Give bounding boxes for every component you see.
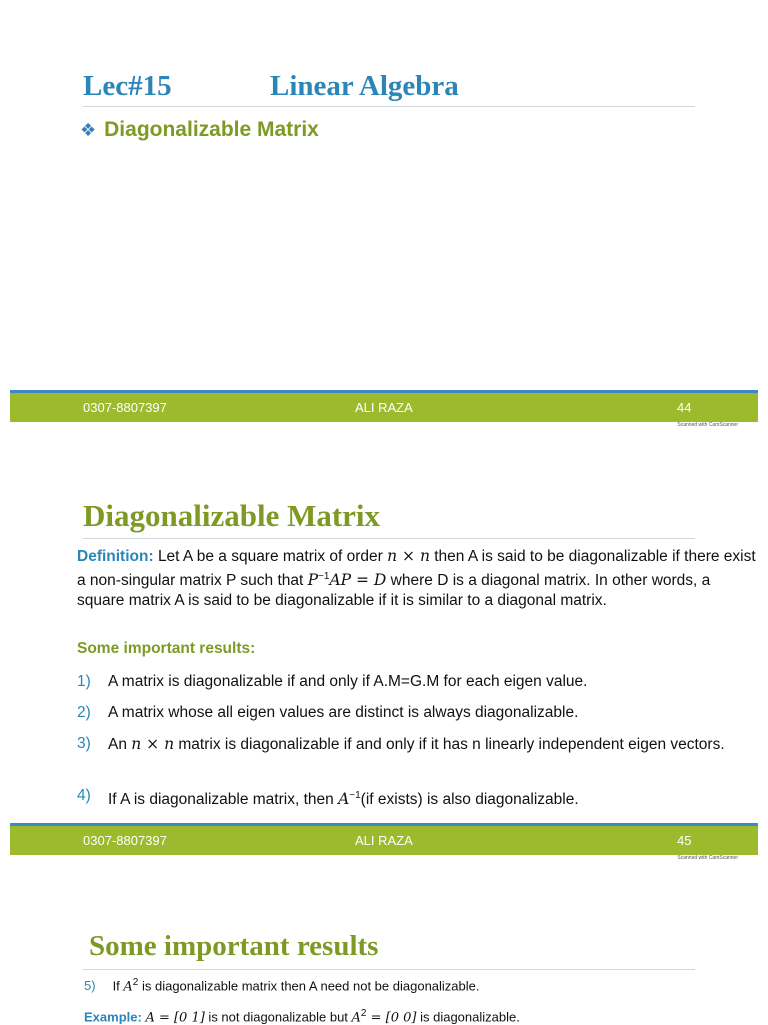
footer-author: ALI RAZA xyxy=(355,400,413,415)
list-math: A xyxy=(123,979,133,995)
example-end-text: is diagonalizable. xyxy=(416,1009,520,1025)
list-text: A matrix whose all eigen values are distinct is always diagonalizable. xyxy=(108,704,579,721)
example-math-b: A xyxy=(351,1010,361,1025)
list-item xyxy=(77,703,747,723)
footer-phone: 0307-8807397 xyxy=(83,833,167,848)
example-math-c: = xyxy=(366,1010,386,1025)
list-text-a: An xyxy=(108,736,132,753)
course-title: Linear Algebra xyxy=(270,70,459,102)
example-math-a: A = xyxy=(145,1010,174,1025)
example-mid-text: is not diagonalizable but xyxy=(204,1009,352,1025)
list-text-b: is diagonalizable matrix then A need not be diagonalizable. xyxy=(138,978,480,994)
scan-watermark: Scanned with CamScanner xyxy=(677,855,738,861)
footer-page-number: 44 xyxy=(677,400,692,415)
footer-phone: 0307-8807397 xyxy=(83,400,167,415)
list-number: 5) xyxy=(84,978,96,994)
slide3-title: Some important results xyxy=(89,930,379,962)
list-text-b: (if exists) is also diagonalizable. xyxy=(360,791,579,809)
def-text-1a: Let A be a square matrix of order xyxy=(157,548,388,565)
def-math-2-sup: −1 xyxy=(318,571,330,582)
slide2-title-divider xyxy=(83,538,695,539)
example-label: Example: xyxy=(84,1009,142,1025)
list-number: 3) xyxy=(77,735,91,752)
list-text xyxy=(108,786,747,810)
def-text-1b: then A is said to be diagonalizable if xyxy=(429,548,680,565)
example-matrix-b: [0 0] xyxy=(385,1010,417,1025)
definition-paragraph xyxy=(77,546,757,611)
footer-page-number: 45 xyxy=(677,833,692,848)
list-text: A matrix is diagonalizable if and only if A.M=G.M for each eigen value. xyxy=(108,673,588,690)
def-text-2a: there exist a non-singular matrix P such that xyxy=(77,548,756,590)
slide2-title: Diagonalizable Matrix xyxy=(83,498,381,533)
results-label: Some important results: xyxy=(77,640,256,657)
list-number: 2) xyxy=(77,704,91,721)
list-math-sup: −1 xyxy=(349,790,361,801)
lecture-number: Lec#15 xyxy=(83,70,172,102)
def-text-2b: where D is a diagonal matrix. In other words, a square matrix A is said to be diagonalizable if it is similar to a diagonal matrix. xyxy=(77,572,711,610)
definition-label: Definition: xyxy=(77,548,154,565)
list-text-a: If A is diagonalizable matrix, then xyxy=(108,791,339,809)
footer-bar xyxy=(10,826,758,855)
example-line xyxy=(84,1008,520,1025)
list-item xyxy=(84,977,480,994)
def-math-1: n × n xyxy=(387,547,430,565)
list-number: 1) xyxy=(77,673,91,690)
title-divider xyxy=(83,106,695,107)
list-text xyxy=(108,734,747,755)
footer-author: ALI RAZA xyxy=(355,833,413,848)
slide1-heading xyxy=(80,118,319,142)
diamond-bullet-icon: ❖ xyxy=(80,120,97,140)
footer-bar xyxy=(10,393,758,422)
scan-watermark: Scanned with CamScanner xyxy=(677,422,738,428)
list-math: A xyxy=(338,790,350,809)
def-math-2a: P xyxy=(307,571,319,590)
example-sup: 2 xyxy=(360,1008,367,1019)
list-number: 4) xyxy=(77,787,91,804)
example-matrix-a: [0 1] xyxy=(173,1010,205,1025)
list-math-sup: 2 xyxy=(132,977,139,988)
def-math-2b: AP = D xyxy=(329,571,387,590)
list-text-b: matrix is diagonalizable if and only if it has n linearly independent eigen vectors. xyxy=(174,736,725,753)
list-item xyxy=(77,786,747,810)
list-math: n × n xyxy=(131,735,175,753)
slide3-title-divider xyxy=(83,969,695,970)
list-text-a: If xyxy=(112,978,124,994)
slide1-heading-text: Diagonalizable Matrix xyxy=(104,118,319,141)
list-item xyxy=(77,734,747,755)
list-item xyxy=(77,672,747,692)
